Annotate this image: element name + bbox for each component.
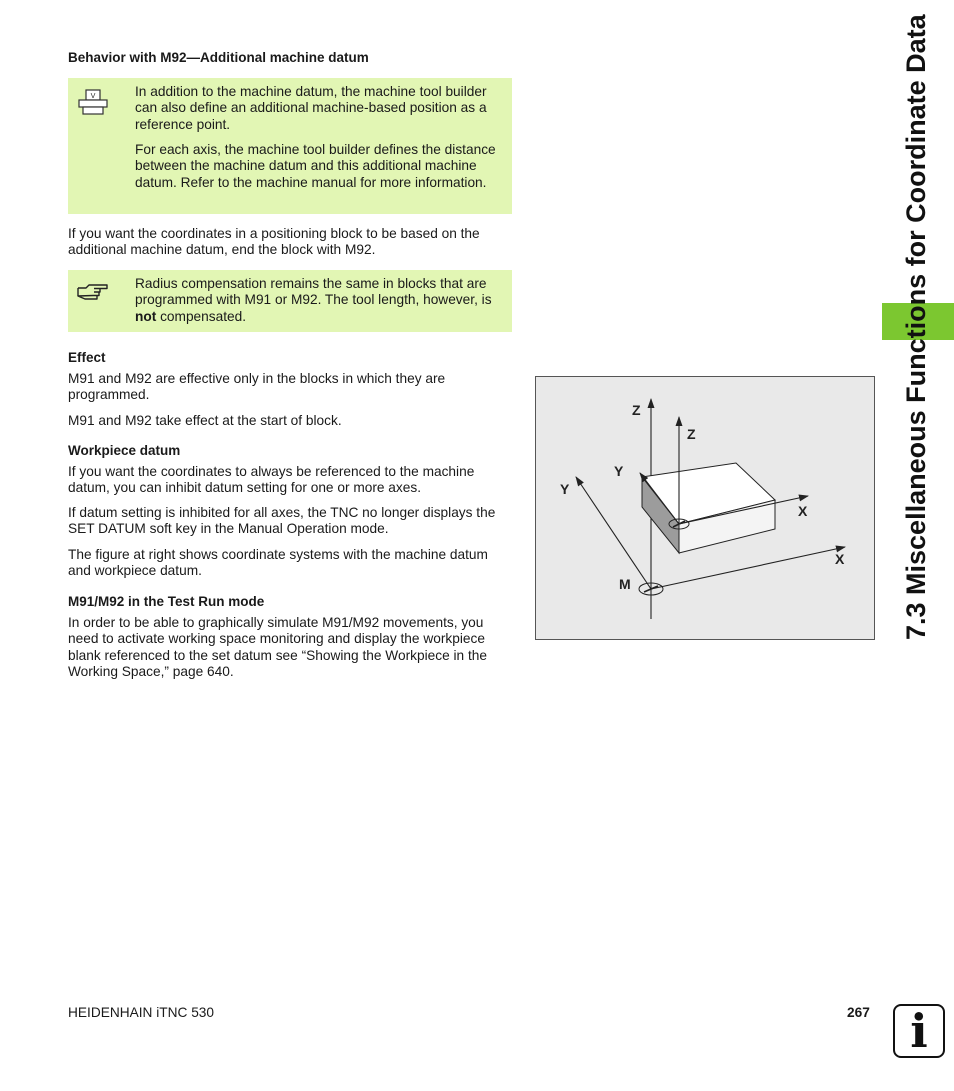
label-x-workpiece: X	[798, 503, 808, 519]
paragraph-effect-1: M91 and M92 are effective only in the blocks in which they are programmed.	[68, 371, 446, 403]
pointing-hand-icon	[76, 280, 110, 304]
label-y-workpiece: Y	[614, 463, 624, 479]
coordinate-diagram	[536, 377, 874, 639]
machine-manual-icon	[77, 88, 109, 118]
paragraph-workpiece-1: If you want the coordinates to always be referenced to the machine datum, you can inhibit datum setting for one or more axes.	[68, 464, 475, 496]
machine-note-para-2: For each axis, the machine tool builder defines the distance between the machine datum and this additional machine datum. Refer to the machine manual for more information.	[135, 142, 496, 190]
compensation-text-end: compensated.	[156, 308, 247, 324]
info-icon-glyph: i	[910, 1004, 928, 1058]
paragraph-m92: If you want the coordinates in a positioning block to be based on the additional machine datum, end the block with M92.	[68, 226, 480, 258]
compensation-text-bold: not	[135, 308, 157, 324]
paragraph-test-run: In order to be able to graphically simulate M91/M92 movements, you need to activate working space monitoring and display the workpiece blank referenced to the set datum see “Showing the Workpiece in the Working Space,” page 640.	[68, 615, 487, 679]
page-number: 267	[847, 1005, 870, 1020]
paragraph-workpiece-3: The figure at right shows coordinate systems with the machine datum and workpiece datum.	[68, 547, 488, 579]
paragraph-workpiece-2: If datum setting is inhibited for all axes, the TNC no longer displays the SET DATUM soft key in the Manual Operation mode.	[68, 505, 496, 537]
compensation-note-box	[68, 270, 512, 332]
coordinate-systems-figure	[535, 376, 875, 640]
section-heading-test-run: M91/M92 in the Test Run mode	[68, 594, 265, 609]
section-heading-effect: Effect	[68, 350, 106, 365]
svg-text:V: V	[90, 92, 96, 100]
machine-note-box	[68, 78, 512, 214]
section-heading-workpiece-datum: Workpiece datum	[68, 443, 181, 458]
compensation-note-text	[135, 276, 507, 325]
label-z-machine: Z	[632, 402, 641, 418]
footer-product-name: HEIDENHAIN iTNC 530	[68, 1005, 215, 1020]
label-x-machine: X	[835, 551, 845, 567]
label-machine-datum-m: M	[619, 576, 631, 592]
machine-note-para-1: In addition to the machine datum, the machine tool builder can also define an additional machine-based position as a reference point.	[135, 84, 487, 132]
paragraph-effect-2: M91 and M92 take effect at the start of block.	[68, 413, 342, 428]
compensation-text-start: Radius compensation remains the same in blocks that are programmed with M91 or M92. The tool length, however, is	[135, 276, 492, 308]
label-y-machine: Y	[560, 481, 570, 497]
chapter-side-title: 7.3 Miscellaneous Functions for Coordinate Data	[901, 14, 931, 640]
section-heading-m92: Behavior with M92—Additional machine datum	[68, 50, 369, 65]
label-z-workpiece: Z	[687, 426, 696, 442]
machine-y-axis	[576, 477, 651, 589]
info-icon	[893, 1004, 945, 1058]
machine-x-axis	[651, 547, 845, 589]
